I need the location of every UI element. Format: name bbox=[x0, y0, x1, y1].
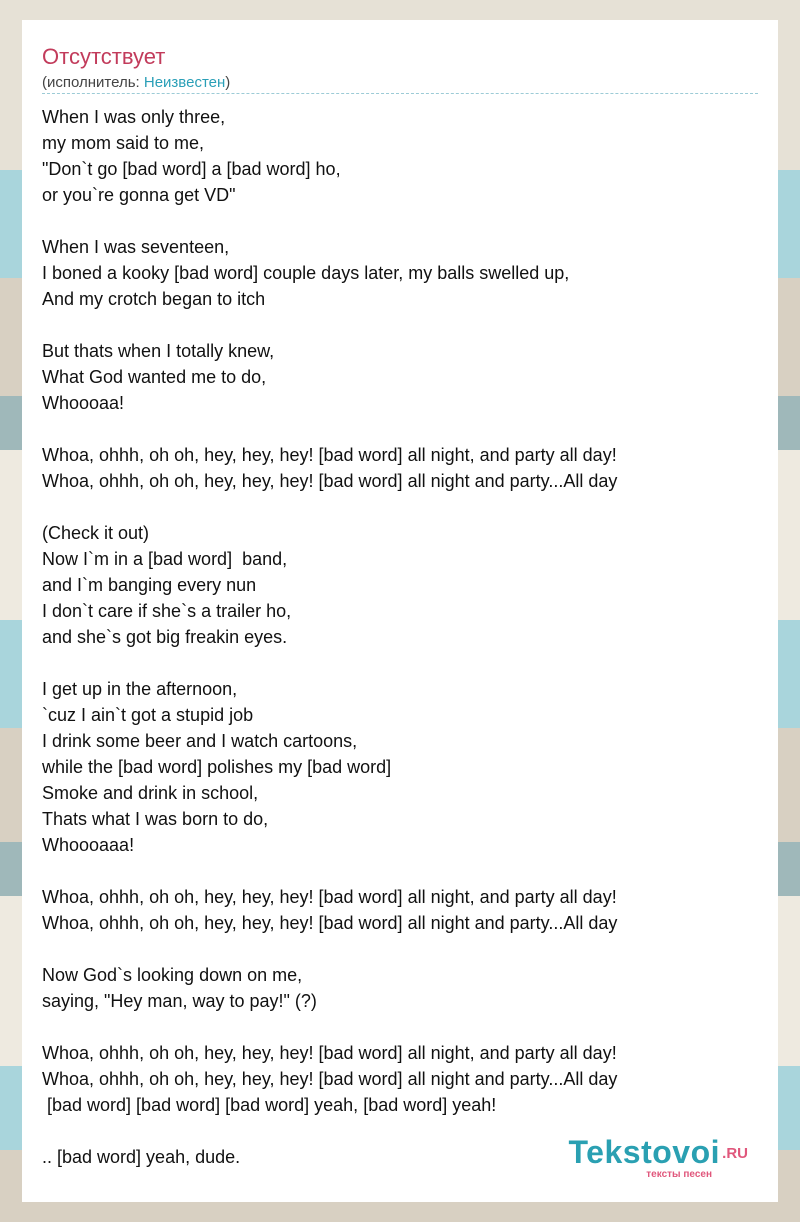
song-title: Отсутствует bbox=[42, 44, 166, 69]
lyric-line: I drink some beer and I watch cartoons, bbox=[42, 731, 358, 751]
lyric-line: saying, "Hey man, way to pay!" (?) bbox=[42, 991, 317, 1011]
logo-tagline: тексты песен bbox=[646, 1169, 712, 1180]
lyric-line: Whoa, ohhh, oh oh, hey, hey, hey! [bad word] all night and party...All day bbox=[42, 913, 618, 933]
lyric-line: Now I`m in a [bad word] band, bbox=[42, 549, 288, 569]
lyric-line: and I`m banging every nun bbox=[42, 575, 257, 595]
artist-prefix: (исполнитель: bbox=[42, 74, 144, 91]
lyric-blank-line bbox=[42, 650, 762, 676]
lyric-line: Whoa, ohhh, oh oh, hey, hey, hey! [bad word] all night and party...All day bbox=[42, 1069, 618, 1089]
lyric-blank-line bbox=[42, 1014, 762, 1040]
lyric-line: I boned a kooky [bad word] couple days later, my balls swelled up, bbox=[42, 263, 570, 283]
logo-name: Tekstovoi bbox=[568, 1134, 720, 1170]
artist-line bbox=[42, 74, 230, 92]
lyric-line: Whoa, ohhh, oh oh, hey, hey, hey! [bad word] all night, and party all day! bbox=[42, 887, 617, 907]
lyric-line: while the [bad word] polishes my [bad word] bbox=[42, 757, 392, 777]
lyric-line: [bad word] [bad word] [bad word] yeah, [bad word] yeah! bbox=[42, 1095, 497, 1115]
lyric-line: When I was only three, bbox=[42, 107, 226, 127]
lyric-line: Whoa, ohhh, oh oh, hey, hey, hey! [bad word] all night, and party all day! bbox=[42, 1043, 617, 1063]
lyric-blank-line bbox=[42, 208, 762, 234]
lyric-line: (Check it out) bbox=[42, 523, 150, 543]
lyric-line: or you`re gonna get VD" bbox=[42, 185, 236, 205]
lyric-line: Whoooaaa! bbox=[42, 835, 135, 855]
lyric-line: "Don`t go [bad word] a [bad word] ho, bbox=[42, 159, 341, 179]
site-logo[interactable] bbox=[528, 1134, 748, 1178]
lyric-line: And my crotch began to itch bbox=[42, 289, 266, 309]
lyric-line: Smoke and drink in school, bbox=[42, 783, 259, 803]
lyrics-card bbox=[22, 20, 778, 1202]
lyric-line: But thats when I totally knew, bbox=[42, 341, 275, 361]
lyric-line: What God wanted me to do, bbox=[42, 367, 267, 387]
lyric-blank-line bbox=[42, 858, 762, 884]
lyric-line: my mom said to me, bbox=[42, 133, 205, 153]
lyric-line: .. [bad word] yeah, dude. bbox=[42, 1147, 241, 1167]
lyric-line: When I was seventeen, bbox=[42, 237, 230, 257]
lyric-blank-line bbox=[42, 312, 762, 338]
lyric-line: Whoooaa! bbox=[42, 393, 125, 413]
artist-link[interactable]: Неизвестен bbox=[143, 74, 226, 91]
lyric-blank-line bbox=[42, 494, 762, 520]
lyric-blank-line bbox=[42, 416, 762, 442]
logo-tld: .RU bbox=[722, 1145, 748, 1162]
lyric-line: I don`t care if she`s a trailer ho, bbox=[42, 601, 292, 621]
title-divider bbox=[42, 93, 758, 94]
lyric-line: I get up in the afternoon, bbox=[42, 679, 238, 699]
lyric-blank-line bbox=[42, 936, 762, 962]
lyric-line: and she`s got big freakin eyes. bbox=[42, 627, 288, 647]
lyric-line: Thats what I was born to do, bbox=[42, 809, 269, 829]
lyric-line: Whoa, ohhh, oh oh, hey, hey, hey! [bad word] all night and party...All day bbox=[42, 471, 618, 491]
lyric-line: Now God`s looking down on me, bbox=[42, 965, 303, 985]
artist-suffix: ) bbox=[225, 74, 231, 91]
lyric-line: Whoa, ohhh, oh oh, hey, hey, hey! [bad word] all night, and party all day! bbox=[42, 445, 617, 465]
lyric-line: `cuz I ain`t got a stupid job bbox=[42, 705, 254, 725]
lyrics-text bbox=[42, 104, 762, 1170]
